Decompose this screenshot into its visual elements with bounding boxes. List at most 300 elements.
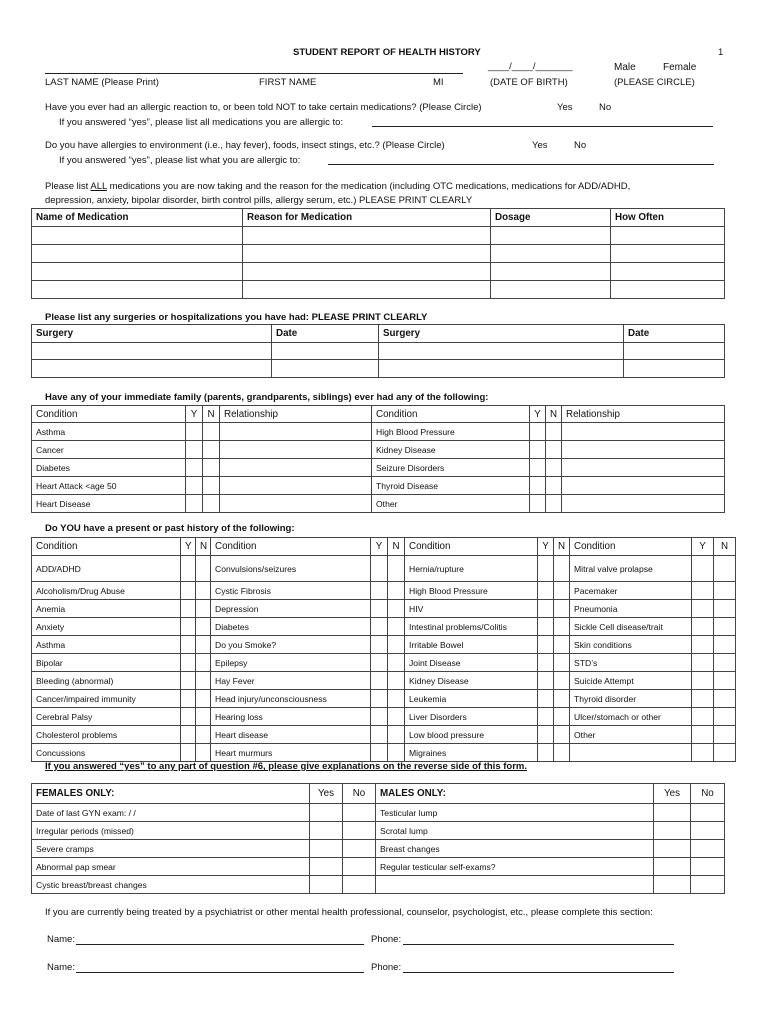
surgery-date-header-2: Date [624,325,725,343]
personal-condition: Head injury/unconsciousness [211,690,371,708]
personal-yes-cell[interactable] [538,600,554,618]
personal-no-cell[interactable] [714,618,736,636]
personal-footnote: If you answered “yes” to any part of question #6, please give explanations on the reverse side of this form. [45,761,527,772]
personal-no-cell[interactable] [196,600,211,618]
family-condition: Cancer [32,441,186,459]
personal-no-cell[interactable] [714,582,736,600]
dob-blank[interactable]: ____/____/_______ [488,61,573,72]
personal-condition: Pacemaker [570,582,692,600]
table-row [32,441,725,459]
personal-condition: Mitral valve prolapse [570,556,692,582]
family-no-cell[interactable] [546,459,562,477]
family-y-header: Y [186,406,203,423]
meds-intro: Please list ALL medications you are now taking and the reason for the medication (including OTC medications, medications for ADD/ADHD, [45,181,631,192]
personal-condition: Depression [211,600,371,618]
table-row [32,672,736,690]
personal-yes-cell[interactable] [538,672,554,690]
personal-yes-cell[interactable] [181,744,196,762]
personal-yes-cell[interactable] [371,654,388,672]
personal-yes-cell[interactable] [538,690,554,708]
male-item: Scrotal lump [376,822,654,840]
family-no-cell[interactable] [203,495,220,513]
family-relationship-cell[interactable] [220,495,372,513]
family-history-table [31,405,725,513]
sex-specific-table [31,783,725,894]
table-row [32,822,725,840]
table-row [32,343,725,360]
males-yes-header: Yes [654,784,691,804]
personal-condition: Intestinal problems/Colitis [405,618,538,636]
personal-yes-cell[interactable] [692,600,714,618]
personal-yes-cell[interactable] [692,654,714,672]
mh-phone-label-2: Phone: [371,962,402,973]
female-item: Irregular periods (missed) [32,822,310,840]
personal-condition: Liver Disorders [405,708,538,726]
table-row [32,556,736,582]
personal-no-cell[interactable] [554,690,570,708]
male-item: Regular testicular self-exams? [376,858,654,876]
table-row [32,840,725,858]
personal-no-cell[interactable] [714,726,736,744]
mi-label: MI [433,77,444,88]
personal-yes-cell[interactable] [692,672,714,690]
family-y-header-2: Y [530,406,546,423]
mh-phone-line-2[interactable] [403,972,674,973]
page-number: 1 [718,47,724,58]
personal-no-cell[interactable] [388,654,405,672]
page-title: STUDENT REPORT OF HEALTH HISTORY [293,47,481,58]
mh-phone-line-1[interactable] [403,944,674,945]
personal-no-cell[interactable] [196,726,211,744]
personal-yes-cell[interactable] [371,708,388,726]
family-condition: Thyroid Disease [372,477,530,495]
personal-no-cell[interactable] [714,708,736,726]
family-relationship-header: Relationship [220,406,372,423]
personal-yes-cell[interactable] [371,672,388,690]
personal-yes-cell[interactable] [181,600,196,618]
male-yes-cell[interactable] [654,876,691,894]
family-condition: Seizure Disorders [372,459,530,477]
male-no-cell[interactable] [691,840,725,858]
personal-condition: Pneumonia [570,600,692,618]
table-row [32,227,725,245]
female-yes-cell[interactable] [310,858,343,876]
family-no-cell[interactable] [203,441,220,459]
table-row [32,804,725,822]
table-row [32,263,725,281]
personal-n-header: N [388,538,405,556]
personal-condition: Asthma [32,636,181,654]
personal-yes-cell[interactable] [181,726,196,744]
personal-y-header: Y [692,538,714,556]
family-yes-cell[interactable] [186,459,203,477]
table-row [32,744,736,762]
family-relationship-cell[interactable] [220,441,372,459]
personal-yes-cell[interactable] [181,636,196,654]
male-item: Breast changes [376,840,654,858]
personal-condition: Cholesterol problems [32,726,181,744]
personal-condition: Skin conditions [570,636,692,654]
family-condition: Heart Disease [32,495,186,513]
dob-label: (DATE OF BIRTH) [490,77,568,88]
personal-yes-cell[interactable] [538,636,554,654]
personal-yes-cell[interactable] [371,744,388,762]
personal-condition: Bipolar [32,654,181,672]
personal-condition: Leukemia [405,690,538,708]
personal-condition: Bleeding (abnormal) [32,672,181,690]
personal-no-cell[interactable] [554,708,570,726]
male-option[interactable]: Male [614,62,636,73]
personal-yes-cell[interactable] [371,618,388,636]
family-yes-cell[interactable] [530,495,546,513]
med-dosage-header: Dosage [491,209,611,227]
personal-yes-cell[interactable] [181,582,196,600]
female-item: Date of last GYN exam: / / [32,804,310,822]
med-reason-header: Reason for Medication [243,209,491,227]
male-item: Testicular lump [376,804,654,822]
personal-condition: Irritable Bowel [405,636,538,654]
personal-no-cell[interactable] [554,672,570,690]
personal-condition: Other [570,726,692,744]
family-n-header: N [203,406,220,423]
personal-condition: Low blood pressure [405,726,538,744]
family-relationship-cell[interactable] [562,477,725,495]
allergy-env-followup: If you answered “yes”, please list what you are allergic to: [59,155,301,166]
female-yes-cell[interactable] [310,822,343,840]
personal-condition: High Blood Pressure [405,582,538,600]
personal-yes-cell[interactable] [181,618,196,636]
personal-yes-cell[interactable] [181,708,196,726]
surgery-table [31,324,725,378]
personal-no-cell[interactable] [196,582,211,600]
personal-no-cell[interactable] [388,708,405,726]
personal-yes-cell[interactable] [538,708,554,726]
female-option[interactable]: Female [663,62,697,73]
personal-no-cell[interactable] [554,556,570,582]
personal-yes-cell[interactable] [538,744,554,762]
table-row [32,245,725,263]
table-row [32,654,736,672]
personal-no-cell[interactable] [388,556,405,582]
family-no-cell[interactable] [203,423,220,441]
personal-yes-cell[interactable] [371,636,388,654]
personal-condition: Heart disease [211,726,371,744]
male-no-cell[interactable] [691,822,725,840]
family-relationship-cell[interactable] [562,459,725,477]
personal-no-cell[interactable] [388,672,405,690]
personal-yes-cell[interactable] [692,556,714,582]
allergy-meds-line[interactable] [372,126,713,127]
allergy-env-no[interactable]: No [574,140,587,151]
female-no-cell[interactable] [343,858,376,876]
family-condition: Heart Attack <age 50 [32,477,186,495]
female-yes-cell[interactable] [310,840,343,858]
family-yes-cell[interactable] [530,459,546,477]
personal-condition: Joint Disease [405,654,538,672]
allergy-meds-question: Have you ever had an allergic reaction to, or been told NOT to take certain medications? (Please Circle) [45,102,482,113]
personal-condition: Concussions [32,744,181,762]
female-item: Cystic breast/breast changes [32,876,310,894]
personal-yes-cell[interactable] [181,556,196,582]
personal-no-cell[interactable] [196,672,211,690]
personal-condition-header: Condition [405,538,538,556]
female-yes-cell[interactable] [310,804,343,822]
personal-yes-cell[interactable] [371,556,388,582]
family-no-cell[interactable] [203,459,220,477]
med-frequency-header: How Often [611,209,725,227]
personal-no-cell[interactable] [714,672,736,690]
personal-no-cell[interactable] [554,636,570,654]
females-header: FEMALES ONLY: [32,784,310,804]
table-row [32,726,736,744]
personal-no-cell[interactable] [714,654,736,672]
personal-condition: Migraines [405,744,538,762]
personal-condition: Anxiety [32,618,181,636]
personal-condition: Epilepsy [211,654,371,672]
personal-no-cell[interactable] [714,636,736,654]
family-relationship-cell[interactable] [220,423,372,441]
family-relationship-cell[interactable] [220,477,372,495]
personal-condition: Anemia [32,600,181,618]
first-name-label: FIRST NAME [259,77,317,88]
personal-no-cell[interactable] [554,654,570,672]
family-condition-header: Condition [32,406,186,423]
personal-condition [570,744,692,762]
personal-no-cell[interactable] [554,600,570,618]
meds-intro-line2: depression, anxiety, bipolar disorder, birth control pills, allergy serum, etc.) PLEASE PRINT CLEARLY [45,195,473,206]
male-item [376,876,654,894]
personal-condition: Ulcer/stomach or other [570,708,692,726]
personal-condition: Heart murmurs [211,744,371,762]
personal-y-header: Y [181,538,196,556]
personal-condition: ADD/ADHD [32,556,181,582]
medications-table [31,208,725,299]
family-no-cell[interactable] [546,477,562,495]
male-yes-cell[interactable] [654,858,691,876]
personal-yes-cell[interactable] [538,556,554,582]
personal-condition: Hearing loss [211,708,371,726]
personal-condition: Cystic Fibrosis [211,582,371,600]
female-no-cell[interactable] [343,804,376,822]
personal-yes-cell[interactable] [371,600,388,618]
mh-name-label-2: Name: [47,962,75,973]
allergy-meds-yes[interactable]: Yes [557,102,573,113]
personal-condition: Alcoholism/Drug Abuse [32,582,181,600]
family-condition-header-2: Condition [372,406,530,423]
personal-condition: Hay Fever [211,672,371,690]
personal-no-cell[interactable] [554,744,570,762]
personal-no-cell[interactable] [196,618,211,636]
personal-condition: Sickle Cell disease/trait [570,618,692,636]
family-yes-cell[interactable] [530,477,546,495]
family-no-cell[interactable] [546,423,562,441]
surgery-intro: Please list any surgeries or hospitalizations you have had: PLEASE PRINT CLEARLY [45,312,428,323]
female-no-cell[interactable] [343,840,376,858]
personal-no-cell[interactable] [196,636,211,654]
personal-condition: Suicide Attempt [570,672,692,690]
personal-condition: Thyroid disorder [570,690,692,708]
male-no-cell[interactable] [691,876,725,894]
male-yes-cell[interactable] [654,822,691,840]
personal-condition: Do you Smoke? [211,636,371,654]
personal-yes-cell[interactable] [538,618,554,636]
family-yes-cell[interactable] [186,423,203,441]
surgery-date-header: Date [272,325,379,343]
personal-condition-header: Condition [32,538,181,556]
personal-no-cell[interactable] [554,726,570,744]
females-yes-header: Yes [310,784,343,804]
personal-no-cell[interactable] [554,618,570,636]
personal-condition: Diabetes [211,618,371,636]
family-relationship-cell[interactable] [562,441,725,459]
table-row [32,708,736,726]
table-row [32,600,736,618]
family-yes-cell[interactable] [186,495,203,513]
personal-condition: Cerebral Palsy [32,708,181,726]
personal-condition: Cancer/impaired immunity [32,690,181,708]
med-name-header: Name of Medication [32,209,243,227]
family-relationship-cell[interactable] [220,459,372,477]
male-no-cell[interactable] [691,804,725,822]
female-yes-cell[interactable] [310,876,343,894]
personal-yes-cell[interactable] [181,672,196,690]
personal-yes-cell[interactable] [692,726,714,744]
personal-y-header: Y [371,538,388,556]
table-row [32,423,725,441]
table-row [32,360,725,378]
personal-no-cell[interactable] [388,690,405,708]
personal-history-table [31,537,736,762]
personal-yes-cell[interactable] [692,582,714,600]
personal-no-cell[interactable] [196,556,211,582]
family-n-header-2: N [546,406,562,423]
family-yes-cell[interactable] [530,441,546,459]
personal-yes-cell[interactable] [692,618,714,636]
table-row [32,876,725,894]
personal-no-cell[interactable] [714,556,736,582]
allergy-env-yes[interactable]: Yes [532,140,548,151]
personal-condition: Kidney Disease [405,672,538,690]
personal-y-header: Y [538,538,554,556]
personal-n-header: N [196,538,211,556]
personal-yes-cell[interactable] [181,690,196,708]
allergy-meds-followup: If you answered “yes”, please list all medications you are allergic to: [59,117,344,128]
personal-no-cell[interactable] [196,708,211,726]
family-condition: Other [372,495,530,513]
personal-condition: HIV [405,600,538,618]
personal-no-cell[interactable] [554,582,570,600]
personal-condition: Hernia/rupture [405,556,538,582]
personal-yes-cell[interactable] [538,654,554,672]
table-row [32,281,725,299]
allergy-env-question: Do you have allergies to environment (i.e., hay fever), foods, insect stings, etc.? (Please Circle) [45,140,445,151]
family-yes-cell[interactable] [186,441,203,459]
personal-condition: Convulsions/seizures [211,556,371,582]
personal-no-cell[interactable] [388,600,405,618]
surgery-header: Surgery [32,325,272,343]
personal-no-cell[interactable] [388,618,405,636]
table-row [32,477,725,495]
personal-no-cell[interactable] [388,636,405,654]
personal-no-cell[interactable] [388,582,405,600]
personal-yes-cell[interactable] [371,582,388,600]
family-condition: Diabetes [32,459,186,477]
personal-yes-cell[interactable] [371,690,388,708]
personal-yes-cell[interactable] [692,636,714,654]
name-line[interactable] [45,73,463,74]
family-no-cell[interactable] [546,495,562,513]
personal-condition-header: Condition [211,538,371,556]
personal-no-cell[interactable] [196,690,211,708]
last-name-label: LAST NAME (Please Print) [45,77,159,88]
male-yes-cell[interactable] [654,804,691,822]
mh-phone-label: Phone: [371,934,402,945]
females-no-header: No [343,784,376,804]
personal-intro: Do YOU have a present or past history of the following: [45,523,295,534]
family-relationship-cell[interactable] [562,495,725,513]
table-row [32,495,725,513]
family-relationship-cell[interactable] [562,423,725,441]
males-header: MALES ONLY: [376,784,654,804]
table-row [32,636,736,654]
personal-no-cell[interactable] [714,690,736,708]
surgery-header-2: Surgery [379,325,624,343]
family-relationship-header-2: Relationship [562,406,725,423]
allergy-meds-no[interactable]: No [599,102,612,113]
personal-n-header: N [554,538,570,556]
family-no-cell[interactable] [203,477,220,495]
males-no-header: No [691,784,725,804]
personal-yes-cell[interactable] [692,690,714,708]
personal-yes-cell[interactable] [181,654,196,672]
personal-no-cell[interactable] [388,726,405,744]
circle-label: (PLEASE CIRCLE) [614,77,695,88]
personal-no-cell[interactable] [714,600,736,618]
personal-n-header: N [714,538,736,556]
male-yes-cell[interactable] [654,840,691,858]
mh-name-line-2[interactable] [76,972,364,973]
personal-yes-cell[interactable] [371,726,388,744]
male-no-cell[interactable] [691,858,725,876]
personal-no-cell[interactable] [714,744,736,762]
personal-condition-header: Condition [570,538,692,556]
mental-health-intro: If you are currently being treated by a psychiatrist or other mental health professional, counselor, psychologist, etc., please complete this section: [45,907,653,918]
female-item: Abnormal pap smear [32,858,310,876]
personal-no-cell[interactable] [388,744,405,762]
family-condition: High Blood Pressure [372,423,530,441]
allergy-env-line[interactable] [328,164,714,165]
table-row [32,618,736,636]
table-row [32,459,725,477]
female-no-cell[interactable] [343,822,376,840]
family-intro: Have any of your immediate family (parents, grandparents, siblings) ever had any of the following: [45,392,489,403]
personal-no-cell[interactable] [196,744,211,762]
family-yes-cell[interactable] [530,423,546,441]
family-no-cell[interactable] [546,441,562,459]
personal-yes-cell[interactable] [692,744,714,762]
personal-yes-cell[interactable] [692,708,714,726]
table-row [32,582,736,600]
personal-yes-cell[interactable] [538,726,554,744]
female-no-cell[interactable] [343,876,376,894]
mh-name-line-1[interactable] [76,944,364,945]
personal-yes-cell[interactable] [538,582,554,600]
family-yes-cell[interactable] [186,477,203,495]
table-row [32,858,725,876]
personal-no-cell[interactable] [196,654,211,672]
mh-name-label: Name: [47,934,75,945]
female-item: Severe cramps [32,840,310,858]
